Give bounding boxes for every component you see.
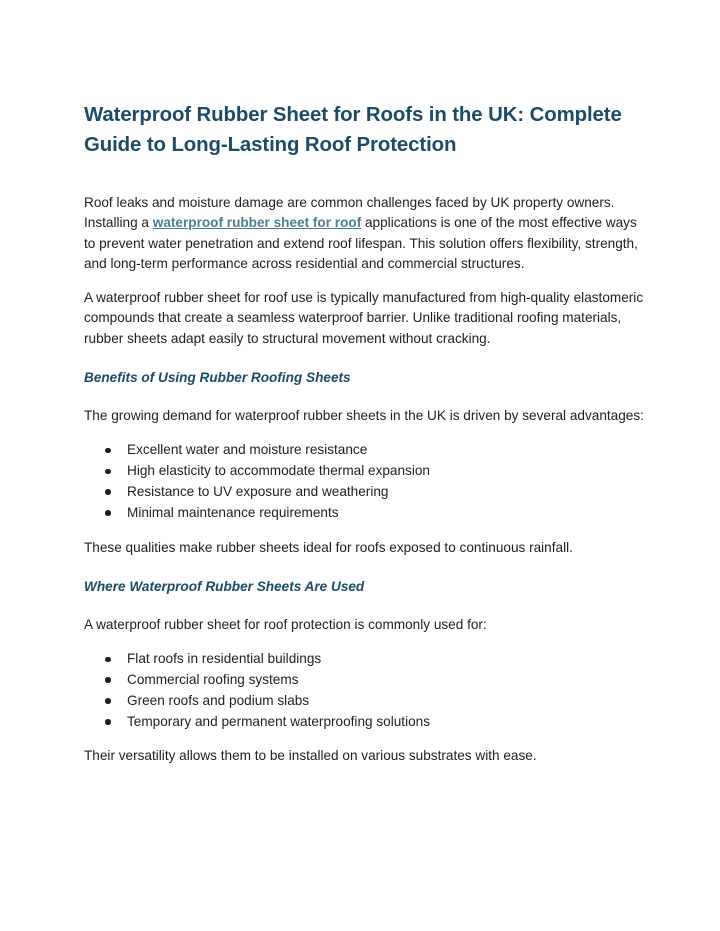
uses-list [84, 649, 644, 732]
intro-text-start: Roof leaks and moisture damage are common challenges faced by UK property owners. Installing a [84, 195, 615, 231]
intro-paragraph [84, 193, 644, 274]
rubber-sheet-link[interactable]: waterproof rubber sheet for roof [152, 215, 362, 231]
bullet-icon [105, 719, 111, 725]
list-item [105, 691, 644, 712]
list-item [105, 503, 644, 524]
list-item-text: Resistance to UV exposure and weathering [127, 483, 389, 499]
benefits-heading: Benefits of Using Rubber Roofing Sheets [84, 370, 351, 386]
list-item [105, 712, 644, 733]
uses-heading: Where Waterproof Rubber Sheets Are Used [84, 578, 365, 594]
intro-text-end: applications is one of the most effective ways to prevent water penetration and extend roof lifespan. This solution offers flexibility, strength, and long-term performance across residential and commercial structures. [84, 215, 638, 271]
list-item [105, 649, 644, 670]
list-item [105, 440, 644, 461]
list-item [105, 482, 644, 503]
benefits-closing-paragraph: These qualities make rubber sheets ideal for roofs exposed to continuous rainfall. [84, 539, 573, 555]
list-item [105, 461, 644, 482]
list-item-text: High elasticity to accommodate thermal expansion [127, 463, 430, 479]
list-item-text: Temporary and permanent waterproofing solutions [127, 713, 431, 729]
uses-closing-paragraph: Their versatility allows them to be installed on various substrates with ease. [84, 748, 537, 764]
bullet-icon [105, 677, 111, 683]
bullet-icon [105, 657, 111, 663]
product-description-paragraph: A waterproof rubber sheet for roof use is typically manufactured from high-quality elastomeric compounds that create a seamless waterproof barrier. Unlike traditional roofing materials, rubber sheets adapt easily to structural movement without cracking. [84, 290, 644, 346]
benefits-lead-paragraph: The growing demand for waterproof rubber sheets in the UK is driven by several advantages: [84, 408, 644, 424]
bullet-icon [105, 489, 111, 495]
list-item-text: Excellent water and moisture resistance [127, 442, 368, 458]
benefits-list [84, 440, 644, 523]
list-item-text: Green roofs and podium slabs [127, 692, 310, 708]
list-item-text: Commercial roofing systems [127, 671, 299, 687]
list-item [105, 670, 644, 691]
bullet-icon [105, 469, 111, 475]
uses-lead-paragraph: A waterproof rubber sheet for roof protection is commonly used for: [84, 616, 487, 632]
bullet-icon [105, 698, 111, 704]
list-item-text: Flat roofs in residential buildings [127, 651, 322, 667]
bullet-icon [105, 510, 111, 516]
document-page [84, 100, 644, 767]
list-item-text: Minimal maintenance requirements [127, 504, 339, 520]
page-title: Waterproof Rubber Sheet for Roofs in the UK: Complete Guide to Long-Lasting Roof Protection [84, 104, 622, 156]
bullet-icon [105, 448, 111, 454]
